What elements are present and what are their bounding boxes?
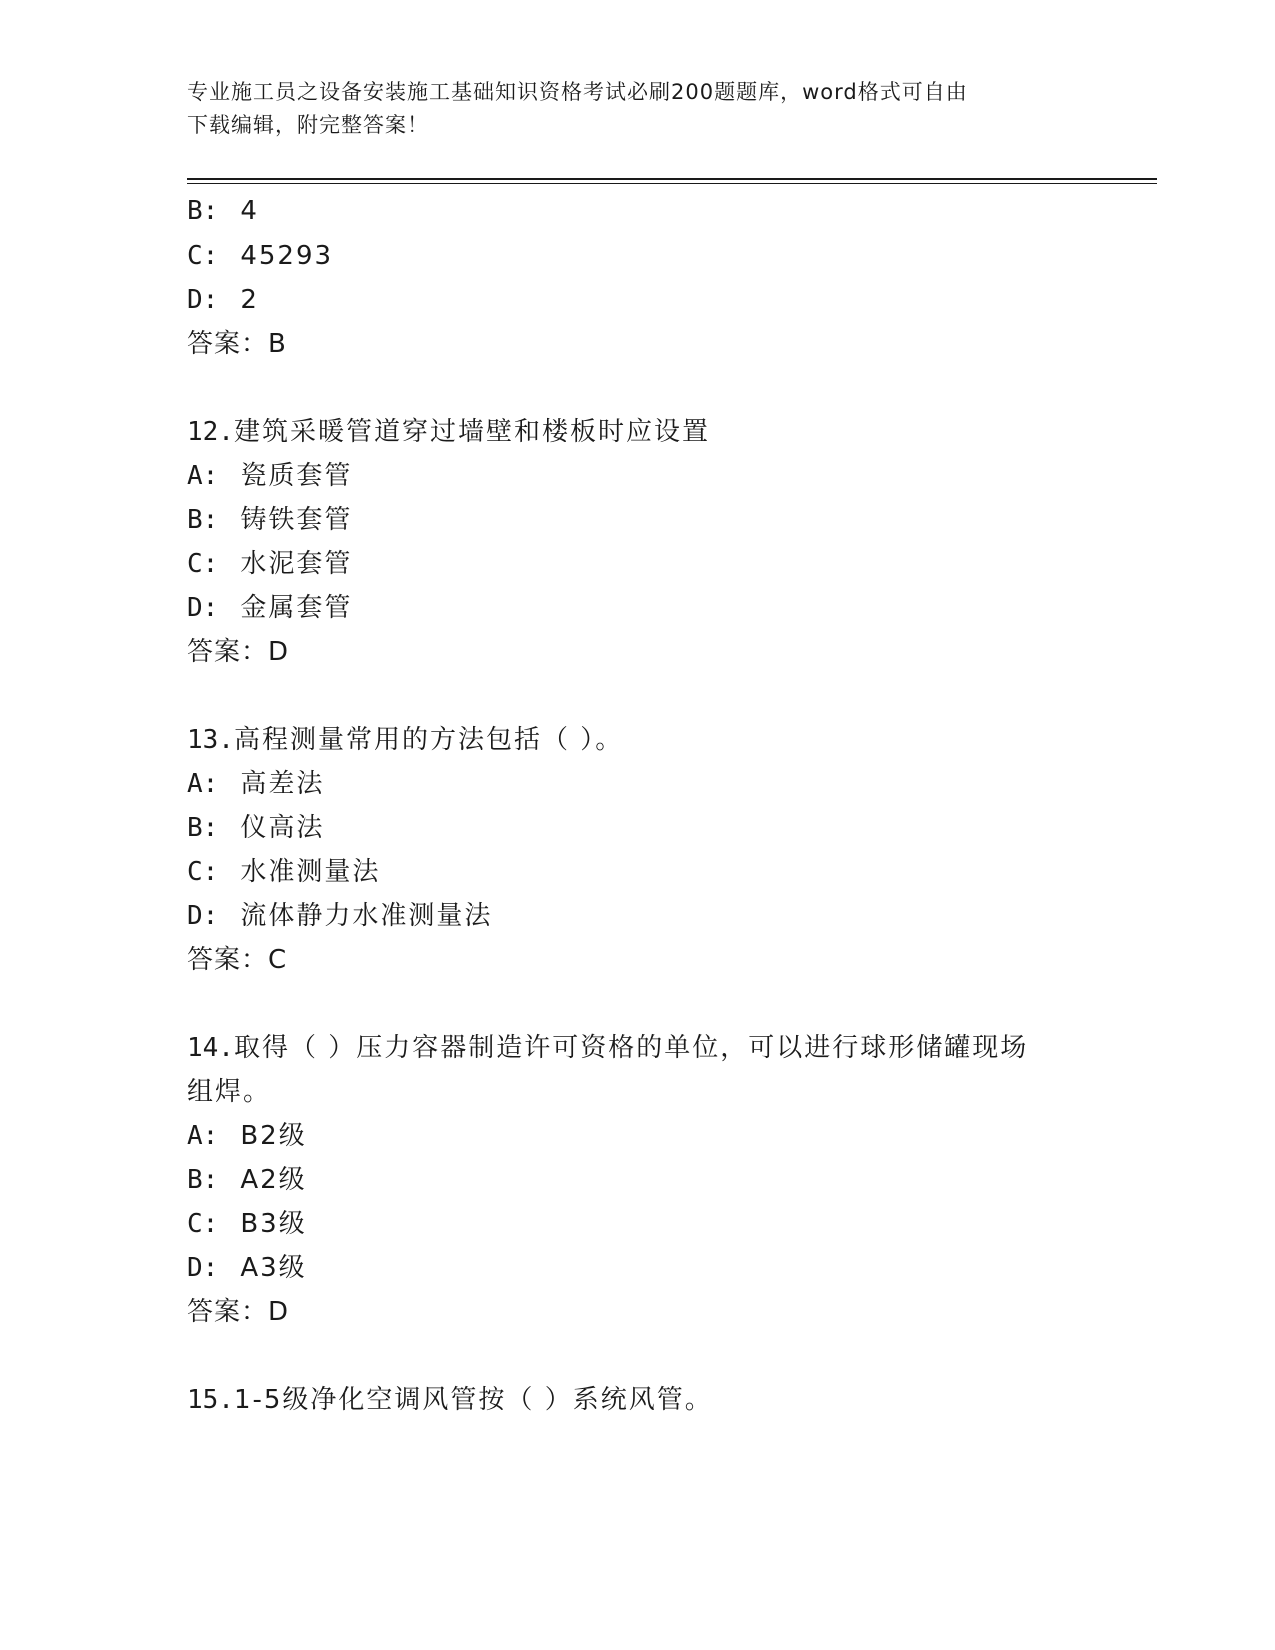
header-line-1: 专业施工员之设备安装施工基础知识资格考试必刷200题题库，word格式可自由 [187,80,968,104]
option-row: A: 高差法 [187,769,325,799]
option-row: B: 4 [187,196,259,226]
answer-line: 答案：D [187,1297,290,1327]
option-row: B: A2级 [187,1165,307,1195]
option-row: D: 流体静力水准测量法 [187,901,493,931]
document-header [187,76,1087,142]
answer-line: 答案：B [187,329,287,359]
question-stem-continuation: 组焊。 [187,1077,272,1107]
option-row: A: 瓷质套管 [187,461,353,491]
option-row: A: B2级 [187,1121,307,1151]
question-stem: 13.高程测量常用的方法包括（ ）。 [187,725,624,755]
option-row: D: 金属套管 [187,593,353,623]
option-row: C: 水准测量法 [187,857,381,887]
question-stem: 15.1-5级净化空调风管按（ ）系统风管。 [187,1385,713,1415]
option-row: B: 仪高法 [187,813,325,843]
answer-line: 答案：C [187,945,288,975]
option-row: D: 2 [187,285,259,315]
header-rule-thin [187,183,1157,184]
option-row: B: 铸铁套管 [187,505,353,535]
option-row: C: 水泥套管 [187,549,353,579]
answer-line: 答案：D [187,637,290,667]
question-stem: 12.建筑采暖管道穿过墙壁和楼板时应设置 [187,417,710,447]
option-row: C: 45293 [187,241,334,271]
option-row: D: A3级 [187,1253,307,1283]
header-rule-thick [187,178,1157,180]
header-line-2: 下载编辑，附完整答案！ [187,113,429,137]
question-stem: 14.取得（ ）压力容器制造许可资格的单位，可以进行球形储罐现场 [187,1033,1029,1063]
option-row: C: B3级 [187,1209,307,1239]
